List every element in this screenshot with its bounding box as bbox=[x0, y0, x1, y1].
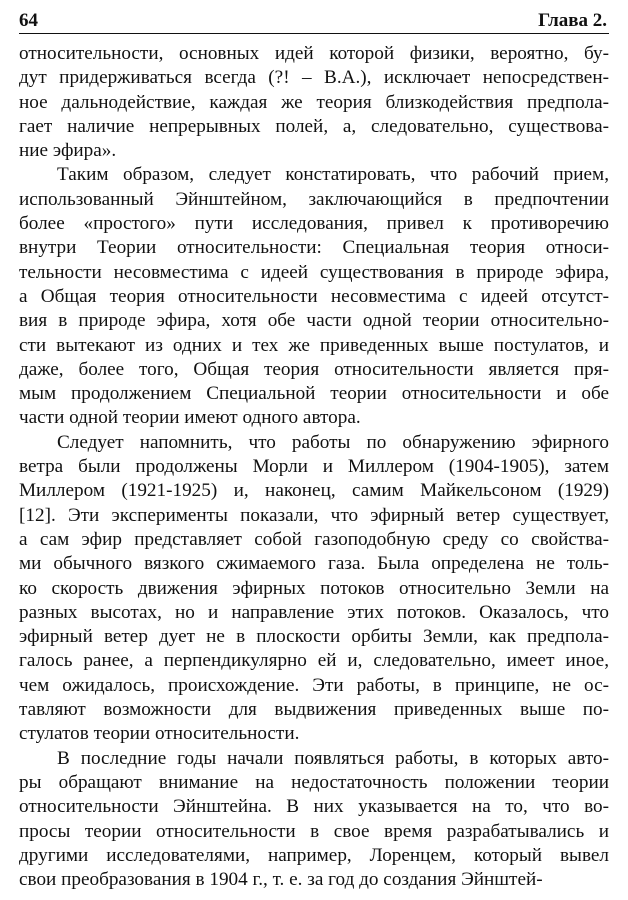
text-line: ветра были продолжены Морли и Миллером (1904-1905), затем bbox=[19, 456, 609, 478]
text-line: ми обычного вязкого сжимаемого газа. Была определена не толь- bbox=[19, 553, 609, 575]
body-text bbox=[19, 42, 609, 892]
paragraph bbox=[19, 431, 609, 747]
text-line: а сам эфир представляет собой газоподобную среду со свойства- bbox=[19, 528, 609, 550]
text-line: стулатов теории относительности. bbox=[19, 723, 300, 745]
text-line: вия в природе эфира, хотя обе части одной теории относительно- bbox=[19, 310, 609, 332]
text-line: относительности, основных идей которой физики, вероятно, бу- bbox=[19, 43, 609, 64]
page-number: 64 bbox=[19, 10, 38, 31]
text-line: дут придерживаться всегда (?! – В.А.), исключает непосредствен- bbox=[19, 67, 609, 89]
text-line: использованный Эйнштейном, заключающийся в предпочтении bbox=[19, 188, 609, 210]
text-line: [12]. Эти эксперименты показали, что эфирный ветер существует, bbox=[19, 504, 609, 526]
text-line: гает наличие непрерывных полей, а, следовательно, существова- bbox=[19, 115, 609, 137]
text-line: Следует напомнить, что работы по обнаружению эфирного bbox=[57, 431, 609, 453]
text-line: тельности несовместима с идеей существования в природе эфира, bbox=[19, 261, 609, 283]
text-line: галось ранее, а перпендикулярно ей и, следовательно, имеет иное, bbox=[19, 650, 609, 672]
text-line: разных высотах, но и направление этих потоков. Оказалось, что bbox=[19, 601, 609, 623]
text-line: относительности Эйнштейна. В них указывается на то, что во- bbox=[19, 796, 609, 818]
text-line: В последние годы начали появляться работы, в которых авто- bbox=[57, 747, 609, 769]
text-line: чем ожидалось, происхождение. Эти работы, в принципе, не ос- bbox=[19, 674, 609, 696]
text-line: мым продолжением Специальной теории относительности и обе bbox=[19, 383, 609, 405]
text-line: внутри Теории относительности: Специальная теория относи- bbox=[19, 237, 609, 259]
text-line: свои преобразования в 1904 г., т. е. за год до создания Эйнштей- bbox=[19, 869, 543, 891]
text-line: Таким образом, следует констатировать, что рабочий прием, bbox=[57, 164, 609, 186]
text-line: ное дальнодействие, каждая же теория близкодействия предпола- bbox=[19, 91, 609, 113]
paragraph bbox=[19, 747, 609, 893]
text-line: даже, более того, Общая теория относительности является пря- bbox=[19, 358, 609, 380]
text-line: ры обращают внимание на недостаточность положении теории bbox=[19, 771, 609, 793]
chapter-running-head: Глава 2. bbox=[538, 10, 607, 31]
page-header bbox=[19, 0, 609, 34]
text-line: просы теории относительности в свое время разрабатывались и bbox=[19, 820, 609, 842]
text-line: другими исследователями, например, Лоренцем, который вывел bbox=[19, 844, 609, 866]
text-line: сти вытекают из одних и тех же приведенных выше постулатов, и bbox=[19, 334, 609, 356]
paragraph bbox=[19, 42, 609, 163]
text-line: ко скорость движения эфирных потоков относительно Земли на bbox=[19, 577, 609, 599]
text-line: более «простого» пути исследования, привел к противоречию bbox=[19, 213, 609, 235]
text-line: Миллером (1921-1925) и, наконец, самим Майкельсоном (1929) bbox=[19, 480, 609, 502]
text-line: ние эфира». bbox=[19, 140, 117, 162]
text-line: части одной теории имеют одного автора. bbox=[19, 407, 361, 429]
paragraph bbox=[19, 163, 609, 430]
text-line: эфирный ветер дует не в плоскости орбиты Земли, как предпола- bbox=[19, 626, 609, 648]
book-page bbox=[19, 0, 609, 900]
text-line: а Общая теория относительности несовместима с идеей отсутст- bbox=[19, 285, 609, 307]
text-line: тавляют возможности для выдвижения приведенных выше по- bbox=[19, 699, 609, 721]
